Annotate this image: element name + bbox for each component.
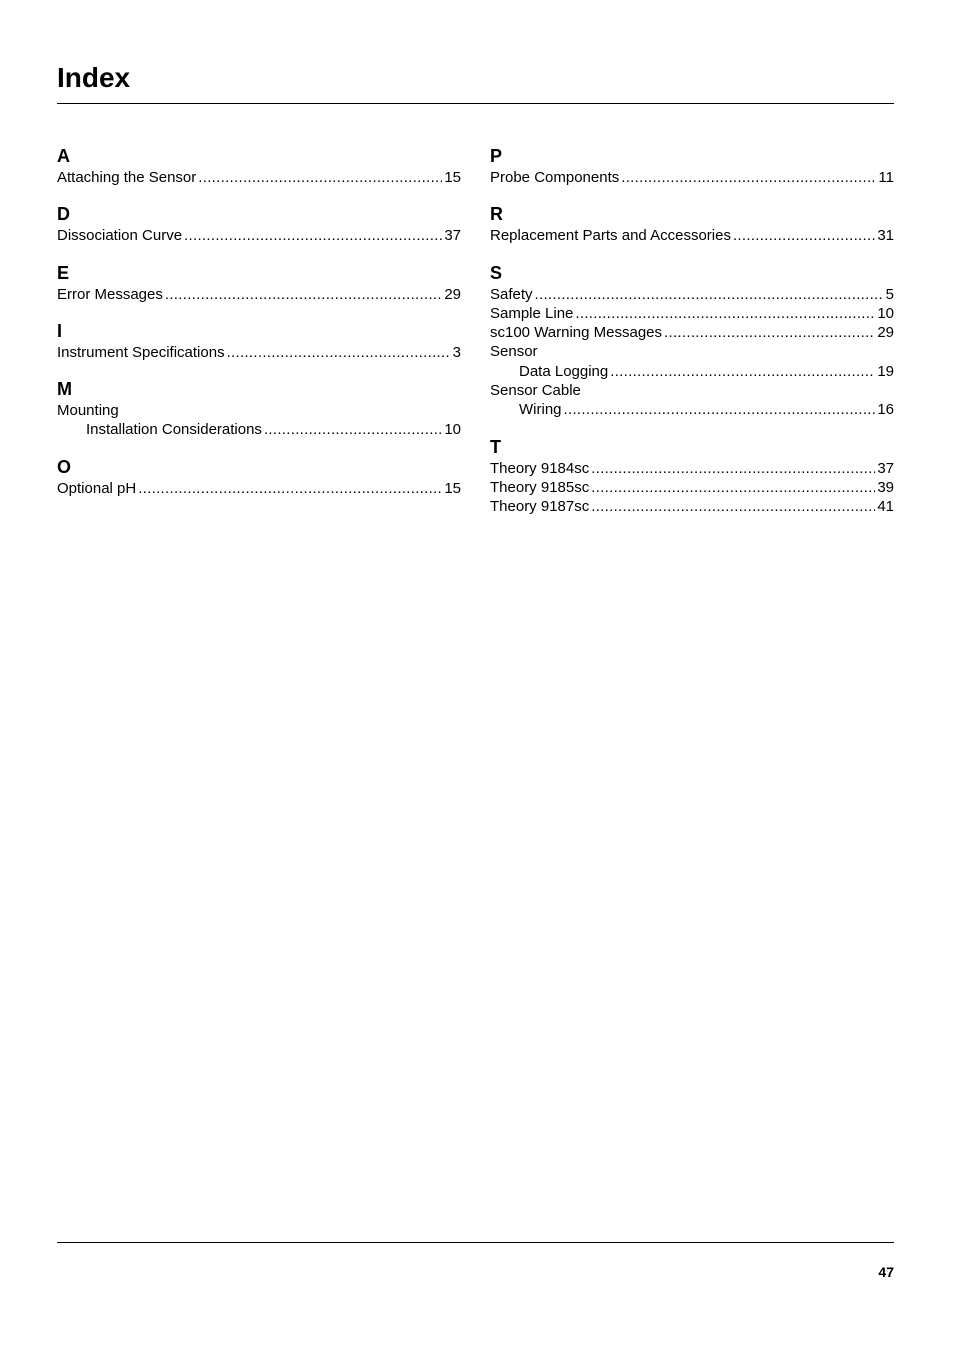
section-letter: T <box>490 436 501 457</box>
entry-page-number: 10 <box>444 421 461 439</box>
index-entry <box>57 343 461 362</box>
entry-term: Sample Line <box>490 304 574 322</box>
section-letter: E <box>57 262 70 283</box>
dot-leader <box>575 304 875 323</box>
index-entry <box>490 459 894 478</box>
dot-leader <box>184 226 442 245</box>
entry-page-number: 29 <box>877 324 894 342</box>
dot-leader <box>591 478 875 497</box>
entry-page-number: 5 <box>885 285 894 303</box>
entry-term: Theory 9184sc <box>490 459 590 477</box>
entry-term: Attaching the Sensor <box>57 169 197 186</box>
dot-leader <box>621 168 876 187</box>
index-entry <box>490 168 894 187</box>
dot-leader <box>591 459 875 478</box>
entry-term: Probe Components <box>490 169 620 186</box>
entry-page-number: 19 <box>877 362 894 380</box>
index-entry <box>490 304 894 323</box>
entry-term: Safety <box>490 285 533 303</box>
index-column-left <box>57 146 461 515</box>
section-letter: R <box>490 204 503 225</box>
entry-term: Theory 9185sc <box>490 478 590 496</box>
entry-page-number: 3 <box>452 343 461 361</box>
index-entry <box>57 401 461 420</box>
section-letter: M <box>57 379 72 400</box>
index-entry <box>490 478 894 497</box>
dot-leader <box>264 420 442 439</box>
index-entry <box>57 168 461 187</box>
entry-page-number: 37 <box>444 227 461 245</box>
index-section-s <box>490 263 894 420</box>
index-entry <box>490 285 894 304</box>
entry-term: Sensor Cable <box>490 382 581 400</box>
dot-leader <box>535 285 884 304</box>
index-entry <box>57 226 461 245</box>
entry-page-number: 37 <box>877 459 894 477</box>
dot-leader <box>138 479 442 498</box>
index-section-d <box>57 204 461 245</box>
index-section-m <box>57 379 461 440</box>
index-entry <box>490 323 894 342</box>
entry-term: Sensor <box>490 343 538 361</box>
section-letter: S <box>490 262 503 283</box>
dot-leader <box>664 323 875 342</box>
entry-page-number: 41 <box>877 498 894 516</box>
index-section-e <box>57 263 461 304</box>
entry-term: sc100 Warning Messages <box>490 324 663 342</box>
entry-page-number: 39 <box>877 478 894 496</box>
index-entry <box>490 226 894 245</box>
dot-leader <box>198 168 442 187</box>
entry-page-number: 16 <box>877 401 894 419</box>
index-section-i <box>57 321 461 362</box>
index-entry <box>490 381 894 400</box>
page-title: Index <box>57 62 131 93</box>
index-entry <box>490 497 894 516</box>
entry-term: Dissociation Curve <box>57 227 183 245</box>
entry-page-number: 15 <box>444 169 461 186</box>
index-subentry <box>57 420 461 439</box>
page-number: 47 <box>878 1264 894 1280</box>
index-section-p <box>490 146 894 187</box>
index-subentry <box>490 400 894 419</box>
entry-term: Wiring <box>519 401 562 419</box>
dot-leader <box>227 343 451 362</box>
section-letter: I <box>57 320 63 341</box>
entry-term: Data Logging <box>519 362 609 380</box>
entry-term: Theory 9187sc <box>490 498 590 516</box>
index-entry <box>490 342 894 361</box>
index-column-right <box>490 146 894 534</box>
entry-term: Optional pH <box>57 479 137 497</box>
entry-term: Mounting <box>57 402 119 420</box>
entry-page-number: 15 <box>444 479 461 497</box>
entry-page-number: 31 <box>877 227 894 245</box>
index-entry <box>57 285 461 304</box>
entry-page-number: 11 <box>878 169 894 186</box>
section-letter: A <box>57 146 70 166</box>
entry-term: Replacement Parts and Accessories <box>490 227 731 245</box>
index-section-t <box>490 437 894 517</box>
index-section-o <box>57 457 461 498</box>
entry-page-number: 29 <box>444 285 461 303</box>
dot-leader <box>564 400 876 419</box>
footer-divider <box>57 1242 894 1243</box>
index-subentry <box>490 362 894 381</box>
index-section-r <box>490 204 894 245</box>
dot-leader <box>165 285 442 304</box>
section-letter: D <box>57 204 70 225</box>
entry-term: Installation Considerations <box>86 421 262 439</box>
section-letter: P <box>490 146 503 166</box>
dot-leader <box>733 226 875 245</box>
section-letter: O <box>57 456 72 477</box>
index-entry <box>57 479 461 498</box>
title-divider <box>57 103 894 104</box>
entry-term: Instrument Specifications <box>57 343 225 361</box>
dot-leader <box>610 362 875 381</box>
dot-leader <box>591 497 875 516</box>
entry-page-number: 10 <box>877 304 894 322</box>
entry-term: Error Messages <box>57 285 163 303</box>
index-section-a <box>57 146 461 187</box>
